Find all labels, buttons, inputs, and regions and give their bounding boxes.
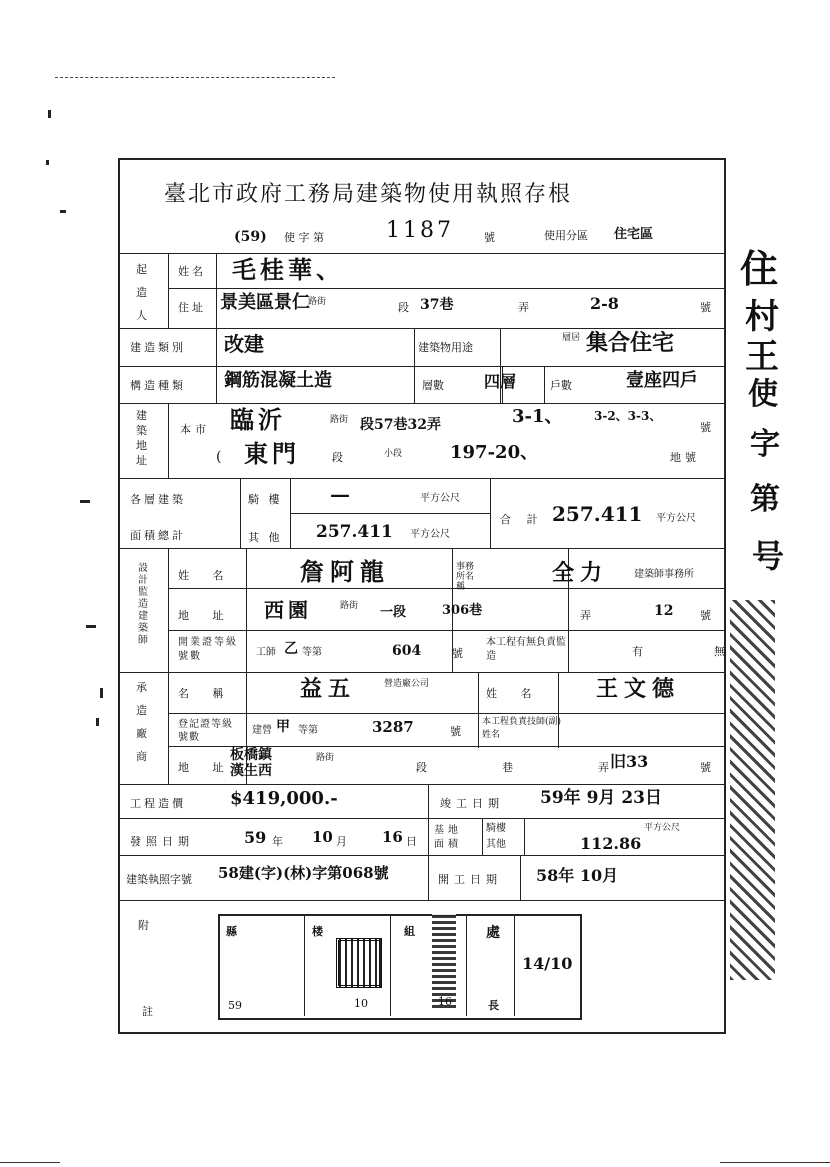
owner-addr-no-label: 號: [700, 301, 711, 314]
bleed-through-hatch: [730, 600, 775, 980]
stamp-label-5: 長: [488, 999, 499, 1012]
row-line: [120, 548, 724, 549]
contractor-cert-label: 登記證等級號數: [178, 719, 233, 743]
col-line: [168, 253, 169, 328]
col-line: [490, 478, 491, 548]
complete-label: 竣工日期: [440, 797, 504, 810]
contractor-cert-word: 等第: [298, 725, 318, 736]
floors-value: 四層: [484, 372, 517, 391]
license-number: 1187: [386, 218, 454, 243]
owner-section-label: 起 造 人: [136, 263, 150, 322]
bleed-through-char: 村: [745, 297, 779, 337]
page-title: 臺北市政府工務局建築物使用執照存根: [164, 182, 573, 207]
scan-edge-line-bottom: [0, 1162, 60, 1163]
designer-addr-road: 西園: [264, 598, 312, 622]
owner-addr-alley-label: 弄: [518, 301, 529, 314]
row-line: [168, 288, 724, 289]
stamp-label-3: 組: [404, 925, 415, 938]
contractor-cert-value: 甲: [276, 719, 290, 735]
contractor-cert-suffix: 號: [450, 725, 461, 738]
designer-cert-suffix: 號: [452, 647, 463, 660]
col-line: [524, 818, 525, 855]
stamp-label-2: 楼: [312, 925, 323, 938]
structure-value: 鋼筋混凝土造: [224, 370, 332, 391]
col-line: [482, 818, 483, 855]
issue-day: 16: [382, 828, 403, 846]
contractor-addr-a: 板橋鎮: [230, 747, 272, 763]
use-label: 建築物用途: [418, 341, 473, 354]
row-line: [168, 588, 724, 589]
row-line: [120, 366, 724, 367]
stamp-label-1: 縣: [226, 925, 237, 938]
col-line: [168, 672, 169, 784]
col-line: [216, 253, 217, 328]
col-line: [168, 548, 169, 672]
site-sec: 東門: [244, 439, 300, 468]
owner-name-value: 毛桂華、: [232, 255, 344, 284]
households-value: 壹座四戶: [626, 370, 698, 391]
stamp-col-line: [466, 916, 467, 1016]
issue-day-label: 日: [406, 835, 417, 848]
tech-label: 本工程負責技師(副)姓名: [482, 717, 562, 740]
row-line: [120, 672, 724, 673]
site-area-sub2: 其他: [486, 839, 506, 850]
build-type-value: 改建: [224, 332, 264, 356]
owner-addr-label: 住址: [178, 301, 206, 314]
area-total-unit: 平方公尺: [656, 513, 696, 524]
area-total-value: 257.411: [552, 502, 643, 526]
designer-office-value: 全力: [552, 560, 609, 586]
scan-edge-line-bottom-right: [720, 1162, 830, 1163]
owner-name-label: 姓名: [178, 265, 206, 278]
owner-addr-lane: 37巷: [420, 297, 454, 313]
area-arcade-value: —: [330, 482, 360, 506]
issue-month-label: 月: [336, 835, 347, 848]
start-value: 58年 10月: [536, 866, 619, 885]
row-line: [290, 513, 490, 514]
col-line: [216, 328, 217, 403]
bleed-through-char: 王: [745, 337, 779, 377]
site-road: 臨沂: [230, 405, 286, 434]
bleed-through-char: 第: [750, 482, 780, 517]
supervise-value: 有: [632, 645, 643, 658]
row-line: [120, 900, 724, 901]
license-suffix: 號: [484, 231, 495, 244]
designer-addr-lane: 306巷: [442, 603, 483, 618]
scan-speck: [60, 210, 66, 213]
scan-speck: [86, 625, 96, 628]
seal-stamp-square: [336, 938, 382, 988]
complete-value: 59年 9月 23日: [540, 788, 662, 808]
designer-addr-alley-label: 弄: [580, 609, 591, 622]
designer-office-label: 事務所名稱: [456, 562, 475, 592]
bleed-through-char: 号: [752, 537, 785, 575]
scan-speck: [96, 718, 99, 726]
row-line: [168, 713, 724, 714]
site-section-label: 建 築 地 址: [136, 409, 150, 467]
row-line: [120, 855, 724, 856]
row-line: [120, 403, 724, 404]
contractor-name-value: 益五: [300, 676, 357, 702]
issue-month: 10: [312, 828, 333, 846]
supervise-label: 本工程有無負責監造: [486, 637, 566, 662]
stamp-col-line: [514, 916, 515, 1016]
license-word: 使 字 第: [284, 231, 324, 244]
site-paren-open: (: [216, 449, 222, 465]
bleed-through-char: 字: [750, 427, 780, 462]
designer-cert-value: 乙: [284, 641, 298, 657]
area-other-unit: 平方公尺: [410, 529, 450, 540]
bleed-through-char: 住: [740, 246, 779, 291]
use-value: 集合住宅: [586, 330, 675, 356]
structure-label: 構造種類: [130, 379, 186, 392]
col-line: [168, 403, 169, 478]
scan-edge-line-top: [55, 77, 335, 78]
seal-stamp-vertical: [432, 912, 456, 1008]
build-type-label: 建造類別: [130, 341, 186, 354]
contractor-addr-label: 地 址: [178, 761, 234, 774]
scan-speck: [100, 688, 103, 698]
owner-addr-no: 2-8: [590, 294, 619, 313]
permit-stub-form: [118, 158, 726, 1034]
designer-addr-sec: 一段: [380, 605, 407, 620]
stamp-col-line: [390, 916, 391, 1016]
cost-value: $419,000.-: [230, 788, 338, 809]
use-zone-label: 使用分區: [544, 229, 588, 242]
scan-speck: [46, 160, 49, 165]
site-sec-label: 段: [332, 451, 343, 464]
designer-cert-no: 604: [392, 643, 422, 659]
area-section-label-a: 各層建築: [130, 493, 186, 506]
col-line: [290, 478, 291, 548]
contractor-addr-no: 旧33: [610, 752, 649, 771]
stamp-date-a: 59: [228, 999, 242, 1012]
row-line: [168, 630, 724, 631]
site-area-label: 基地面積: [434, 825, 462, 850]
designer-name-label: 姓 名: [178, 569, 234, 582]
area-arcade-label: 騎 樓: [248, 493, 283, 506]
row-line: [120, 253, 724, 254]
contractor-addr-lane-label: 巷: [502, 761, 513, 774]
cost-label: 工程造價: [130, 797, 186, 810]
permit-label: 建築執照字號: [126, 873, 192, 886]
contractor-name-suffix: 營造廠公司: [384, 679, 430, 689]
start-label: 開工日期: [438, 873, 502, 886]
col-line: [500, 328, 501, 403]
households-label: 戶數: [550, 379, 572, 392]
license-prefix: (59): [234, 229, 267, 245]
contractor-addr-alley-label: 弄: [598, 761, 609, 774]
site-no-a: 3-1、: [512, 406, 563, 427]
use-zone-value: 住宅區: [614, 227, 654, 242]
col-line: [478, 672, 479, 748]
remarks-label-top: 附: [138, 919, 149, 932]
stamp-label-4: 處: [486, 925, 500, 941]
site-area-unit: 平方公尺: [644, 823, 681, 833]
use-floor-label: 層居: [562, 333, 581, 343]
remarks-label-bottom: 註: [142, 1005, 153, 1018]
designer-cert-label: 開業證等級號數: [178, 637, 238, 662]
contractor-addr-no-label: 號: [700, 761, 711, 774]
col-line: [520, 855, 521, 900]
site-subsec-label: 小段: [384, 449, 403, 459]
contractor-addr-road-label: 路街: [316, 753, 335, 763]
designer-name-value: 詹阿龍: [300, 557, 390, 586]
designer-cert-word: 等第: [302, 647, 322, 658]
site-lane: 段57巷32弄: [360, 417, 441, 433]
area-other-label: 其 他: [248, 531, 283, 544]
issue-label: 發照日期: [130, 835, 194, 848]
contractor-person-value: 王文德: [596, 676, 681, 702]
permit-value: 58建(字)(林)字第068號: [218, 864, 389, 882]
area-other-value: 257.411: [316, 522, 393, 542]
row-line: [120, 784, 724, 785]
issue-year: 59: [244, 828, 267, 847]
area-total-label: 合 計: [500, 513, 544, 526]
designer-addr-label: 地 址: [178, 609, 234, 622]
row-line: [120, 818, 724, 819]
col-line: [414, 328, 415, 403]
site-area-sub1: 騎樓: [486, 823, 506, 834]
col-line: [428, 784, 429, 900]
contractor-addr-sec-label: 段: [416, 761, 427, 774]
contractor-cert-prefix: 建營: [252, 725, 272, 736]
site-road-label: 路街: [330, 415, 349, 425]
issue-year-label: 年: [272, 835, 283, 848]
stamp-col-line: [304, 916, 305, 1016]
designer-office-suffix: 建築師事務所: [634, 569, 694, 580]
col-line: [240, 478, 241, 548]
floors-label: 層數: [422, 379, 444, 392]
supervise-value-2: 無: [714, 645, 725, 658]
site-no-label: 號: [700, 421, 711, 434]
area-section-label-b: 面積總計: [130, 529, 186, 542]
owner-addr-district: 景美區景仁: [220, 292, 310, 313]
stamp-date-c: 16: [438, 995, 452, 1008]
contractor-addr-b: 漢生西: [230, 763, 272, 779]
row-line: [120, 328, 724, 329]
col-line: [544, 366, 545, 403]
designer-addr-road-label: 路街: [340, 601, 359, 611]
stamp-handwritten-date: 14/10: [522, 954, 573, 973]
designer-section-label: 設 計 監 造 建 築 師: [138, 563, 148, 646]
stamp-date-b: 10: [354, 997, 368, 1010]
site-city: 本市: [180, 423, 210, 436]
contractor-person-label: 姓 名: [486, 687, 542, 700]
bleed-through-char: 使: [748, 377, 778, 412]
scan-speck: [48, 110, 51, 118]
designer-addr-no-label: 號: [700, 609, 711, 622]
contractor-cert-no: 3287: [372, 718, 414, 736]
scan-speck: [80, 500, 90, 503]
owner-addr-sec-label: 段: [398, 301, 409, 314]
site-lot-label: 地號: [670, 451, 700, 464]
row-line: [120, 478, 724, 479]
owner-addr-road-label: 路街: [308, 297, 327, 307]
area-arcade-unit: 平方公尺: [420, 493, 460, 504]
designer-cert-prefix: 工師: [256, 647, 276, 658]
contractor-name-label: 名 稱: [178, 687, 234, 700]
site-area-value: 112.86: [580, 834, 642, 853]
contractor-section-label: 承 造 廠 商: [136, 681, 150, 763]
site-no-b: 3-2、3-3、: [594, 409, 662, 423]
site-lot: 197-20、: [450, 442, 539, 463]
designer-addr-no: 12: [654, 603, 674, 619]
